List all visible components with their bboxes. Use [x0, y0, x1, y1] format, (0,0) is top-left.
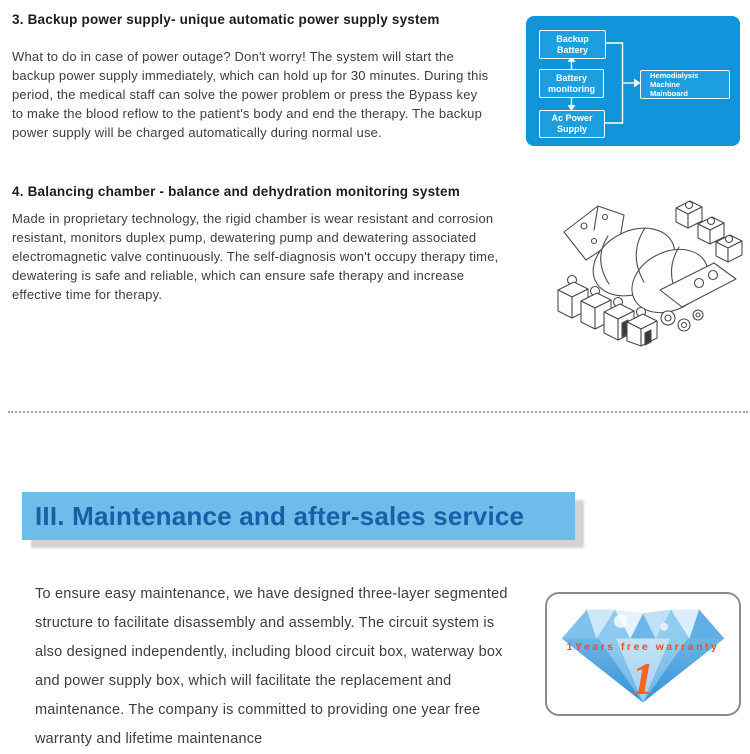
dotted-divider: [8, 411, 748, 413]
diagram-box-mainboard: [640, 70, 730, 99]
diagram-box-ac-power-supply: [539, 110, 605, 138]
diagram-box-mainboard-label: Hemodialysis Machine Mainboard: [650, 71, 699, 98]
maintenance-banner: [22, 492, 575, 540]
diagram-box-ac-power-supply-label: Ac Power Supply: [551, 113, 593, 134]
warranty-badge: [545, 592, 741, 716]
balancing-chamber-illustration: [548, 186, 748, 348]
diagram-box-battery-monitoring-label: Battery monitoring: [548, 72, 595, 94]
maintenance-banner-title: III. Maintenance and after-sales service: [35, 500, 525, 531]
section4-body: Made in proprietary technology, the rigid chamber is wear resistant and corrosion resistant, monitors duplex pump, dewatering pump and dewatering associated electromagnetic valve continuously. The self-diagnosis won't occupy therapy time, dewatering is safe and reliable, which can ensure safe therapy and increase effective time for therapy.: [12, 211, 499, 302]
warranty-number: 1: [631, 653, 655, 704]
section3-heading: 3. Backup power supply- unique automatic power supply system: [12, 12, 440, 27]
power-supply-diagram: [526, 16, 740, 146]
maintenance-body: To ensure easy maintenance, we have designed three-layer segmented structure to facilitate disassembly and assembly. The circuit system is also designed independently, including blood circuit box, waterway box and power supply box, which will facilitate the replacement and maintenance. The company is committed to providing one year free warranty and lifetime maintenance: [35, 586, 508, 747]
section4-heading: 4. Balancing chamber - balance and dehydration monitoring system: [12, 184, 460, 199]
warranty-label: 1Years free warranty: [566, 641, 720, 653]
section3-body: What to do in case of power outage? Don't worry! The system will start the backup power supply immediately, which can hold up for 30 minutes. During this period, the medical staff can solve the power problem or press the Bypass key to make the blood reflow to the patient's body and end the therapy. The backup power supply will be charged automatically during normal use.: [12, 49, 489, 140]
diagram-box-backup-battery: [539, 30, 606, 59]
diagram-box-backup-battery-label: Backup Battery: [556, 33, 589, 55]
diagram-box-battery-monitoring: [539, 69, 604, 98]
